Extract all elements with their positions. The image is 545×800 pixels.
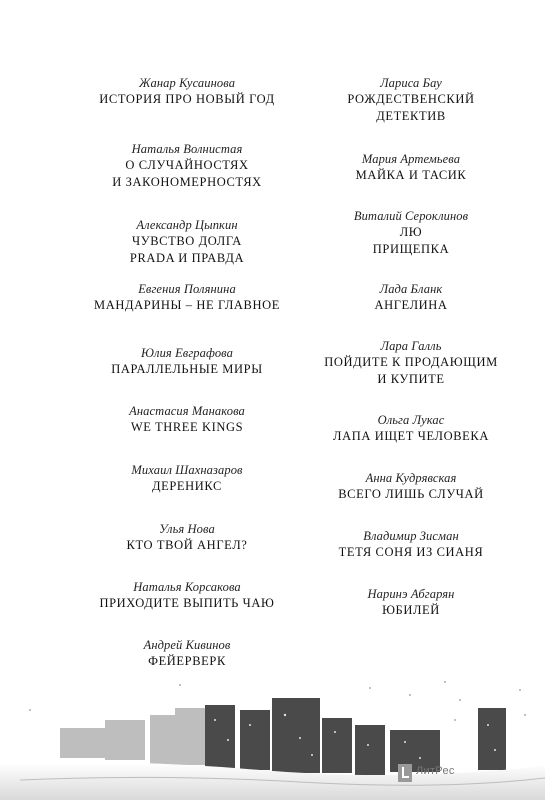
contents-entry [72, 346, 302, 404]
contents-left-column [72, 76, 302, 672]
entry-title: МАЙКА И ТАСИК [355, 168, 467, 182]
entry-author: Евгения Полянина [138, 282, 236, 296]
entry-author: Михаил Шахназаров [131, 463, 243, 477]
entry-author: Мария Артемьева [361, 152, 461, 166]
entry-author: Лара Галль [380, 339, 442, 353]
entry-title: ПРИХОДИТЕ ВЫПИТЬ ЧАЮ [99, 596, 275, 610]
entry-author: Лариса Бау [380, 76, 442, 90]
entry-title: КТО ТВОЙ АНГЕЛ? [126, 538, 248, 552]
contents-entry [296, 76, 526, 152]
entry-title: ЮБИЛЕЙ [382, 603, 440, 617]
contents-entry [72, 282, 302, 346]
entry-author: Наринэ Абгарян [367, 587, 455, 601]
entry-title: ЛЮ ПРИЩЕПКА [372, 225, 450, 256]
entry-author: Наталья Корсакова [133, 580, 241, 594]
contents-entry [296, 152, 526, 209]
entry-title: ФЕЙЕРВЕРК [148, 654, 226, 668]
entry-author: Лада Бланк [379, 282, 443, 296]
contents-entry [296, 339, 526, 413]
entry-title: ЧУВСТВО ДОЛГА PRADA И ПРАВДА [129, 234, 245, 265]
entry-title: ТЕТЯ СОНЯ ИЗ СИАНЯ [338, 545, 484, 559]
entry-title: О СЛУЧАЙНОСТЯХ И ЗАКОНОМЕРНОСТЯХ [112, 158, 262, 189]
entry-title: АНГЕЛИНА [374, 298, 448, 312]
entry-author: Улья Нова [159, 522, 215, 536]
entry-author: Юлия Евграфова [141, 346, 233, 360]
entry-title: МАНДАРИНЫ – НЕ ГЛАВНОЕ [94, 298, 280, 312]
entry-author: Александр Цыпкин [136, 218, 238, 232]
winter-town-illustration [0, 670, 545, 800]
litres-logo-icon [398, 764, 412, 782]
entry-title: ИСТОРИЯ ПРО НОВЫЙ ГОД [99, 92, 275, 106]
contents-entry [72, 142, 302, 218]
contents-entry [296, 529, 526, 587]
contents-entry [296, 282, 526, 339]
contents-entry [72, 580, 302, 638]
contents-entry [72, 638, 302, 672]
contents-entry [296, 587, 526, 621]
entry-title: WE THREE KINGS [130, 420, 244, 434]
entry-title: РОЖДЕСТВЕНСКИЙ ДЕТЕКТИВ [347, 92, 475, 123]
entry-author: Владимир Зисман [363, 529, 459, 543]
contents-entry [72, 76, 302, 142]
contents-entry [296, 413, 526, 471]
contents-entry [72, 522, 302, 580]
contents-entry [72, 463, 302, 522]
entry-title: ДЕРЕНИКС [152, 479, 222, 493]
entry-author: Ольга Лукас [377, 413, 445, 427]
entry-author: Анна Кудрявская [365, 471, 457, 485]
contents-entry [72, 404, 302, 463]
watermark-text: ЛитРес [416, 765, 455, 777]
entry-author: Наталья Волнистая [131, 142, 243, 156]
contents-entry [72, 218, 302, 282]
contents-right-column [296, 76, 526, 621]
contents-entry [296, 471, 526, 529]
entry-title: ВСЕГО ЛИШЬ СЛУЧАЙ [338, 487, 484, 501]
contents-entry [296, 209, 526, 282]
entry-author: Виталий Сероклинов [353, 209, 469, 223]
entry-author: Андрей Кивинов [143, 638, 231, 652]
entry-author: Жанар Кусаинова [138, 76, 236, 90]
entry-title: ПОЙДИТЕ К ПРОДАЮЩИМ И КУПИТЕ [324, 355, 498, 386]
entry-title: ПАРАЛЛЕЛЬНЫЕ МИРЫ [111, 362, 263, 376]
entry-author: Анастасия Манакова [129, 404, 245, 418]
entry-title: ЛАПА ИЩЕТ ЧЕЛОВЕКА [333, 429, 489, 443]
